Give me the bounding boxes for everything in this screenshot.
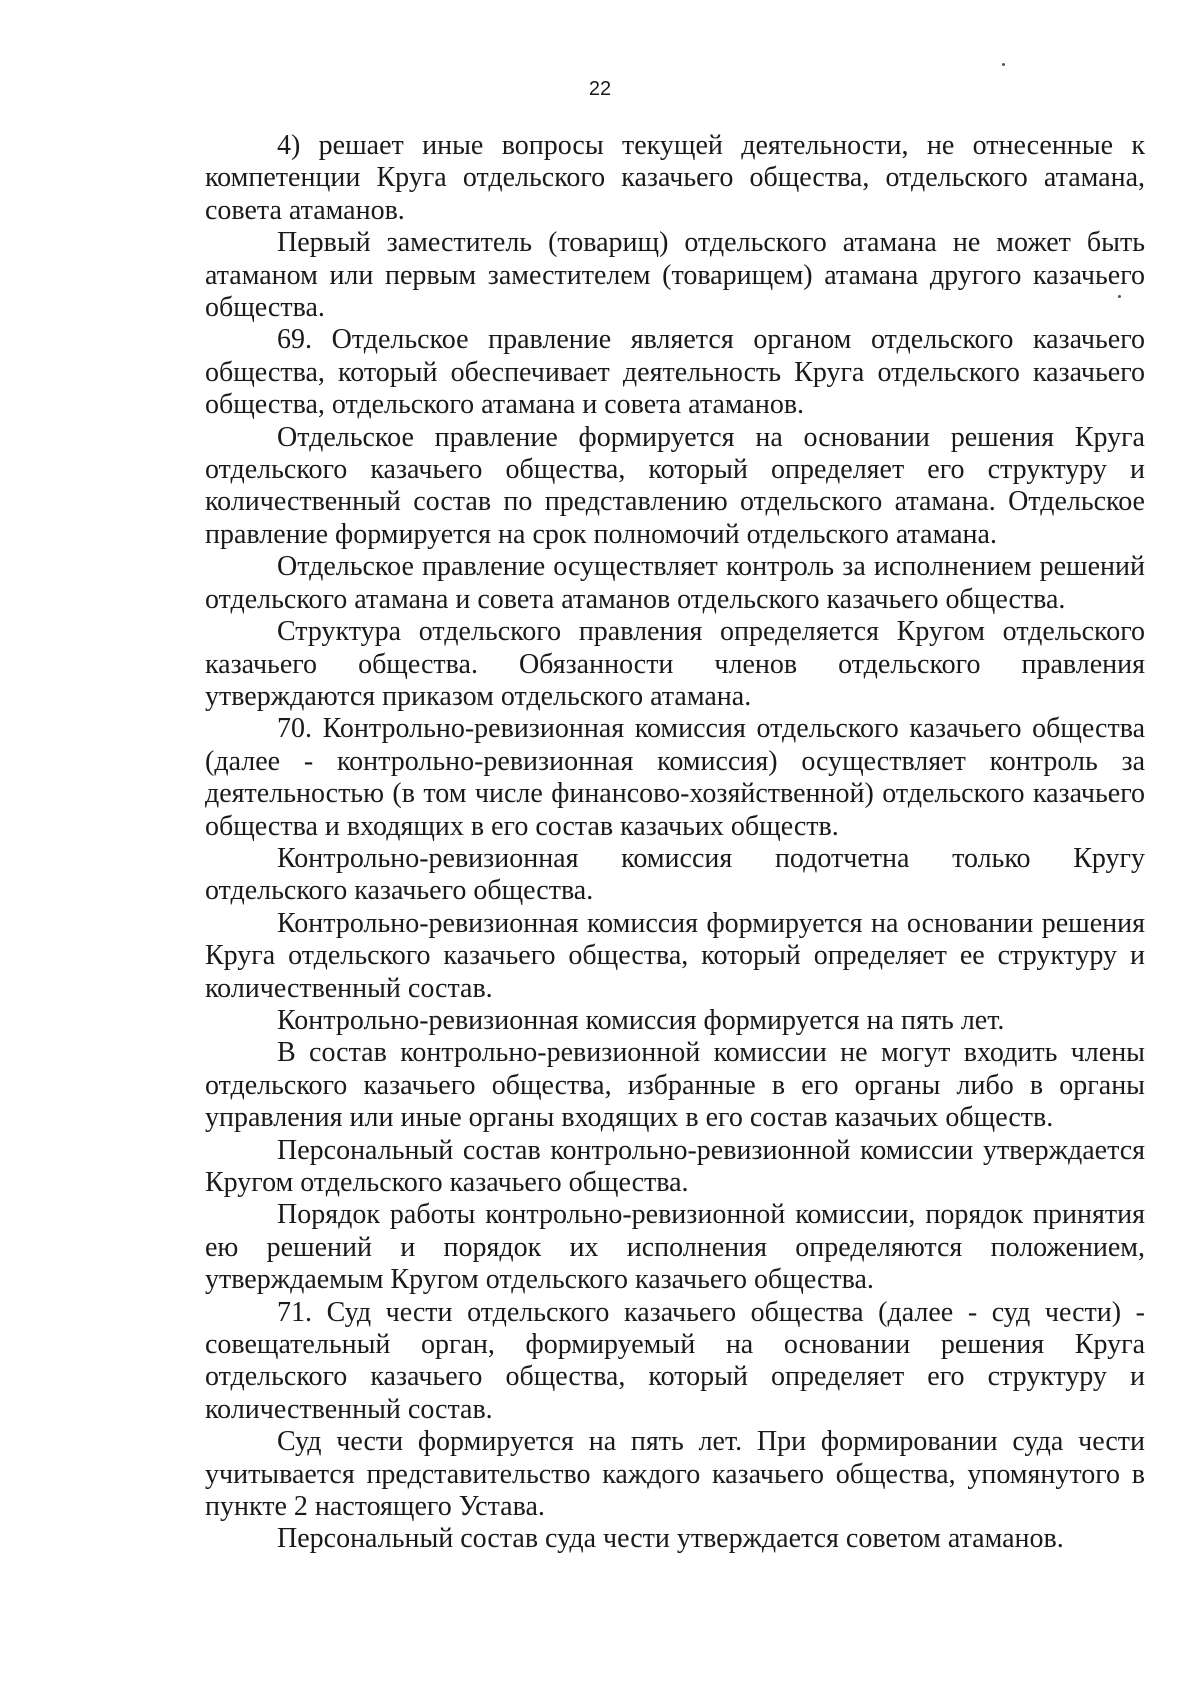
paragraph: Контрольно-ревизионная комиссия подотчетна только Кругу отдельского казачьего общества. [205,842,1145,907]
paragraph: Порядок работы контрольно-ревизионной комиссии, порядок принятия ею решений и порядок их исполнения определяются положением, утверждаемым Кругом отдельского казачьего общества. [205,1199,1145,1296]
page-number: 22 [588,78,612,100]
paragraph: Суд чести формируется на пять лет. При формировании суда чести учитывается представительство каждого казачьего общества, упомянутого в пункте 2 настоящего Устава. [205,1426,1145,1523]
paragraph: В состав контрольно-ревизионной комиссии не могут входить члены отдельского казачьего общества, избранные в его органы либо в органы управления или иные органы входящих в его состав казачьих обществ. [205,1037,1145,1134]
paragraph: Первый заместитель (товарищ) отдельского атамана не может быть атаманом или первым заместителем (товарищем) атамана другого казачьего общества. [205,227,1145,324]
paragraph: 70. Контрольно-ревизионная комиссия отдельского казачьего общества (далее - контрольно-ревизионная комиссия) осуществляет контроль за деятельностью (в том числе финансово-хозяйственной) отдельского казачьего общества и входящих в его состав казачьих обществ. [205,713,1145,842]
scan-speck [1002,63,1005,66]
paragraph: 69. Отдельское правление является органом отдельского казачьего общества, который обеспечивает деятельность Круга отдельского казачьего общества, отдельского атамана и совета атаманов. [205,324,1145,421]
paragraph: Контрольно-ревизионная комиссия формируется на пять лет. [277,1004,1005,1036]
paragraph: Отдельское правление формируется на основании решения Круга отдельского казачьего общества, который определяет его структуру и количественный состав по представлению отдельского атамана. Отдельское правление формируется на срок полномочий отдельского атамана. [205,421,1145,550]
paragraph: Отдельское правление осуществляет контроль за исполнением решений отдельского атамана и совета атаманов отдельского казачьего общества. [205,551,1145,615]
paragraph: 71. Суд чести отдельского казачьего общества (далее - суд чести) - совещательный орган, формируемый на основании решения Круга отдельского казачьего общества, который определяет его структуру и количественный состав. [205,1296,1145,1425]
paragraph: Контрольно-ревизионная комиссия формируется на основании решения Круга отдельского казачьего общества, который определяет ее структуру и количественный состав. [205,907,1145,1004]
paragraph: Персональный состав суда чести утверждается советом атаманов. [277,1523,1064,1555]
paragraph: Структура отдельского правления определяется Кругом отдельского казачьего общества. Обязанности членов отдельского правления утверждаются приказом отдельского атамана. [205,616,1145,712]
paragraph: Персональный состав контрольно-ревизионной комиссии утверждается Кругом отдельского казачьего общества. [205,1134,1145,1198]
document-body [205,130,1145,1556]
paragraph: 4) решает иные вопросы текущей деятельности, не отнесенные к компетенции Круга отдельского казачьего общества, отдельского атамана, совета атаманов. [205,130,1145,226]
